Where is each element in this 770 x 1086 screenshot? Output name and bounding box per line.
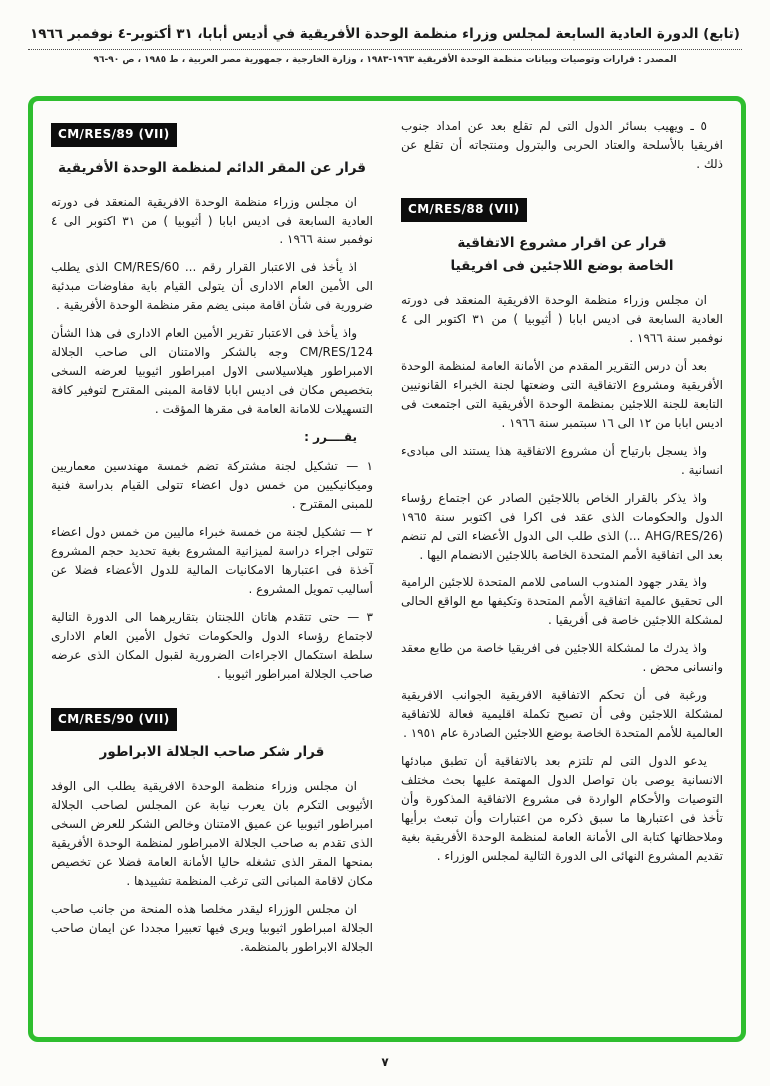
two-column-layout (51, 117, 723, 1025)
column-right (401, 117, 723, 1025)
page-number: ٧ (381, 1055, 389, 1069)
resolution-88-paragraph: واذ يقدر جهود المندوب السامى للامم المتحدة للاجئين الرامية الى تحقيق عالمية اتفاقية الأمم المتحدة وتكيفها مع الواقع الحالى لمشكلة اللاجئين خاصة فى أفريقيا . (401, 575, 723, 628)
resolution-89-decides-label: يقــــرر : (304, 430, 357, 445)
resolution-90-number-badge: CM/RES/90 (VII) (51, 708, 177, 732)
page-footer (0, 1051, 770, 1070)
resolution-89-number-badge: CM/RES/89 (VII) (51, 123, 177, 147)
resolution-89-item-1: ١ — تشكيل لجنة مشتركة تضم خمسة مهندسين معماريين وميكانيكيين من خمس دول اعضاء تتولى القيام بدراسة فنية للمبنى المقترح . (51, 459, 373, 511)
resolution-88-number-row (401, 198, 723, 222)
resolution-88-paragraph: يدعو الدول التى لم تلتزم بعد بالاتفاقية أن تطبق مبادئها الانسانية يوصى بان تواصل الدول المهتمة عليها بحث مختلف التوصيات والأحكام الواردة فى مشروع الاتفاقية المذكورة وأن تأخذ فى اعتبارها ما سبق ذكره من اعتبارات وأن تبعث برأيها وملاحظاتها كتابة الى الأمانة العامة لمنظمة الوحدة الأفريقية بغية تقديم المشروع النهائى الى الدورة التالية لمجلس الوزراء . (401, 754, 723, 863)
resolution-89-item-2: ٢ — تشكيل لجنة من خمسة خبراء ماليين من خمس دول اعضاء تتولى اجراء دراسة لميزانية المشروع بغية تحديد حجم المشروع آخذة فى اعتبارها الامكانيات المالية للدول الأعضاء فضلا عن أساليب تمويل المشروع . (51, 524, 373, 596)
document-header (0, 0, 770, 65)
resolution-88-title (401, 232, 723, 279)
resolution-90-title: قرار شكر صاحب الجلالة الابراطور (99, 744, 325, 761)
header-title: (تابع) الدورة العادية السابعة لمجلس وزراء منظمة الوحدة الأفريقية في أديس أبابا، ٣١ أكتوبر-٤ نوفمبر ١٩٦٦ (30, 26, 740, 42)
resolution-89-paragraph: ان مجلس وزراء منظمة الوحدة الافريقية المنعقد فى دورته العادية السابعة فى اديس ابابا ( أثيوبيا ) من ٣١ اكتوبر الى ٤ نوفمبر سنة ١٩٦٦ . (51, 194, 373, 247)
resolution-90-paragraph: ان مجلس الوزراء ليقدر مخلصا هذه المنحة من جانب صاحب الجلالة امبراطور اثيوبيا ويرى فيها تعبيرا مجددا عن ايمان صاحب الجلالة الابراطور بالمنظمة. (51, 901, 373, 954)
resolution-90-paragraph: ان مجلس وزراء منظمة الوحدة الافريقية يطلب الى الوفد الأثيوبى التكرم بان يعرب نيابة عن المجلس لصاحب الجلالة امبراطور اثيوبيا عن عميق الامتنان وخالص الشكر للعرض السخى الذى تقدم به صاحب الجلالة الامبراطور لمنظمة الوحدة الأفريقية بمنحها المقر الذى تشغله حاليا الأمانة العامة فضلا عن تخصيص مكان لاقامة المبانى التى ترغب المنظمة تشييدها . (51, 779, 373, 888)
resolution-89-paragraph: اذ يأخذ فى الاعتبار القرار رقم ... CM/RES/60 الذى يطلب الى الأمين العام الادارى أن يتولى القيام باية مفاوضات مبدئية ضرورية فى شأن اقامة مبنى يضم مقر منظمة الوحدة الأفريقية . (51, 260, 373, 313)
resolution-90-number-row (51, 708, 373, 732)
resolution-88-title-line1: قرار عن اقرار مشروع الاتفاقية (457, 234, 667, 251)
resolution-88-number-badge: CM/RES/88 (VII) (401, 198, 527, 222)
header-divider (28, 49, 742, 50)
continuation-paragraph: ٥ ـ ويهيب بسائر الدول التى لم تقلع بعد عن امداد جنوب افريقيا بالأسلحة والعتاد الحربى والبترول ومنتجاته أن تقلع عن ذلك . (401, 119, 723, 171)
resolution-89-paragraph: واذ يأخذ فى الاعتبار تقرير الأمين العام الادارى فى هذا الشأن CM/RES/124 وجه بالشكر والامتنان الى صاحب الجلالة الامبراطور هيلاسيلاسى الاول امبراطور اثيوبيا لعرضه السخى بتخصيص مكان فى اديس ابابا لاقامة المبنى المقترح لتوفير كافة التسهيلات للامانة العامة فى مقرها المؤقت . (51, 326, 373, 417)
resolution-88-paragraph: ان مجلس وزراء منظمة الوحدة الافريقية المنعقد فى دورته العادية السابعة فى اديس ابابا ( أثيوبيا ) من ٣١ اكتوبر الى ٤ نوفمبر سنة ١٩٦٦ . (401, 293, 723, 345)
resolution-88-paragraph: واذ يسجل بارتياح أن مشروع الاتفاقية هذا يستند الى مبادىء انسانية . (401, 443, 723, 477)
resolution-89-number-row (51, 123, 373, 147)
resolution-89-item-3: ٣ — حتى تتقدم هاتان اللجنتان بتقاريرهما الى الدورة التالية لاجتماع رؤساء الدول والحكومات تخول الأمين العام الادارى سلطة استكمال الاجراءات الضرورية لقبول المكان الذى عرضه صاحب الجلالة امبراطور اثيوبيا . (51, 609, 373, 681)
resolution-88-paragraph: واذ يدرك ما لمشكلة اللاجئين فى افريقيا خاصة من طابع معقد وانسانى محض . (401, 641, 723, 675)
header-source-line: المصدر : قرارات وتوصيات وبيانات منظمة الوحدة الأفريقية ١٩٦٣-١٩٨٣ ، وزارة الخارجية ، جمهورية مصر العربية ، ط ١٩٨٥ ، ص ٩٠-٩٦ (93, 55, 677, 65)
content-frame (28, 96, 746, 1042)
resolution-88-paragraph: واذ يذكر بالقرار الخاص باللاجئين الصادر عن اجتماع رؤساء الدول والحكومات الذى عقد فى اكرا فى اكتوبر سنة ١٩٦٥ (AHG/RES/26 ...) الذى طلب الى الدول الأعضاء التى لم تنضم بعد الى اتفاقية الأمم المتحدة الخاصة باللاجئين الانضمام اليها . (401, 490, 723, 562)
resolution-89-title: قرار عن المقر الدائم لمنظمة الوحدة الأفريقية (58, 159, 366, 176)
resolution-88-title-line2: الخاصة بوضع اللاجئين فى افريقيا (450, 258, 674, 275)
resolution-88-paragraph: بعد أن درس التقرير المقدم من الأمانة العامة لمنظمة الوحدة الأفريقية ومشروع الاتفاقية التى وضعتها لجنة الخبراء القانونيين التابعة للجنة اللاجئين بمنظمة الوحدة الأفريقية التى اجتمعت فى اديس ابابا من ١٢ الى ١٦ سبتمبر سنة ١٩٦٦ . (401, 358, 723, 430)
resolution-88-paragraph: ورغبة فى أن تحكم الاتفاقية الافريقية الجوانب الافريقية لمشكلة اللاجئين وفى أن تصبح تكملة اقليمية فعالة للاتفاقية العالمية للأمم المتحدة الخاصة بوضع اللاجئين الصادرة عام ١٩٥١ . (401, 688, 723, 741)
column-left (51, 117, 373, 1025)
